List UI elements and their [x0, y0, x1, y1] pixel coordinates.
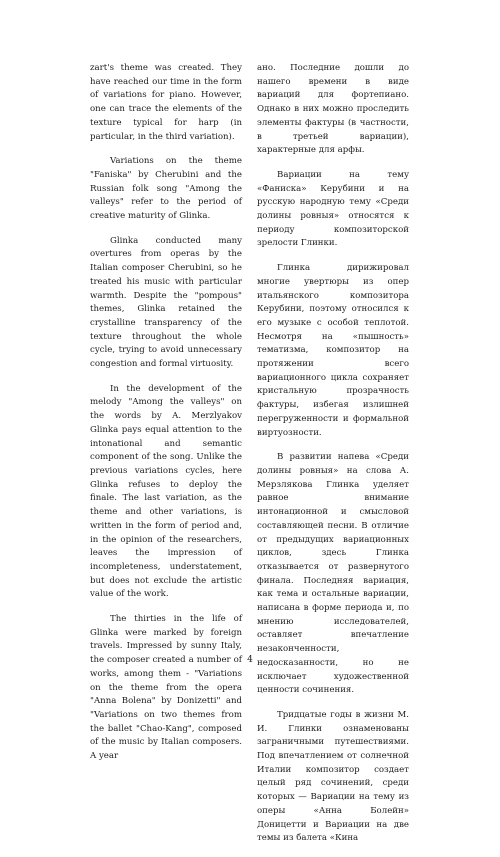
paragraph: Variations on the theme "Faniska" by Cherubini and the Russian folk song "Among the valleys" refer to the period of creative maturity of Glinka.	[90, 156, 242, 222]
paragraph: Глинка дирижировал многие увертюры из опер итальянского композитора Керубини, поэтому относился к его музыке с особой теплотой. Несмотря на «пышность» тематизма, композитор на протяжении всего вариационного цикла сохраняет кристальную прозрачность фактуры, избегая излишней перегруженности и формальной виртуозности.	[257, 263, 409, 438]
paragraph: Glinka conducted many overtures from operas by the Italian composer Cherubini, so he treated his music with particular warmth. Despite the "pompous" themes, Glinka retained the crystalline transparency of the texture throughout the whole cycle, trying to avoid unnecessary congestion and formal virtuosity.	[90, 235, 242, 370]
english-text-column	[90, 62, 242, 775]
paragraph: Вариации на тему «Фаниска» Керубини и на русскую народную тему «Среди долины ровныя» относятся к периоду композиторской зрелости Глинки.	[257, 169, 409, 249]
paragraph: zart's theme was created. They have reached our time in the form of variations for piano. However, one can trace the elements of the texture typical for harp (in particular, in the third variation).	[90, 63, 242, 142]
paragraph: Тридцатые годы в жизни М. И. Глинки ознаменованы заграничными путешествиями. Под впечатлением от солнечной Италии композитор создает целый ряд сочинений, среди которых — Вариации на тему из оперы «Анна Болейн» Доницетти и Вариации на две темы из балета «Кина	[257, 709, 409, 844]
paragraph: В развитии напева «Среди долины ровныя» на слова А. Мерзлякова Глинка уделяет равное внимание интонационной и смысловой составляющей песни. В отличие от предыдущих вариационных циклов, здесь Глинка отказывается от развернутого финала. Последняя вариация, как тема и остальные вариации, написана в форме периода и, по мнению исследователей, оставляет впечатление незаконченности, недосказанности, но не исключает художественной ценности сочинения.	[257, 452, 409, 696]
paragraph: The thirties in the life of Glinka were marked by foreign travels. Impressed by sunny Italy, the composer created a number of works, among them - "Variations on the theme from the opera "Anna Bolena" by Donizetti" and "Variations on two themes from the ballet "Chao-Kang", composed of the music by Italian composers. A year	[90, 614, 242, 762]
paragraph: In the development of the melody "Among the valleys" on the words by A. Merzlyakov Glinka pays equal attention to the intonational and semantic component of the song. Unlike the previous variations cycles, here Glinka refuses to deploy the finale. The last variation, as the theme and other variations, is written in the form of period and, in the opinion of the researchers, leaves the impression of incompleteness, understatement, but does not exclude the artistic value of the work.	[90, 383, 242, 600]
paragraph: ано. Последние дошли до нашего времени в виде вариаций для фортепиано. Однако в них можно проследить элементы фактуры (в частности, в третьей вариации), характерные для арфы.	[257, 63, 409, 156]
russian-text-column	[257, 62, 409, 857]
page-number: 4	[247, 655, 253, 665]
